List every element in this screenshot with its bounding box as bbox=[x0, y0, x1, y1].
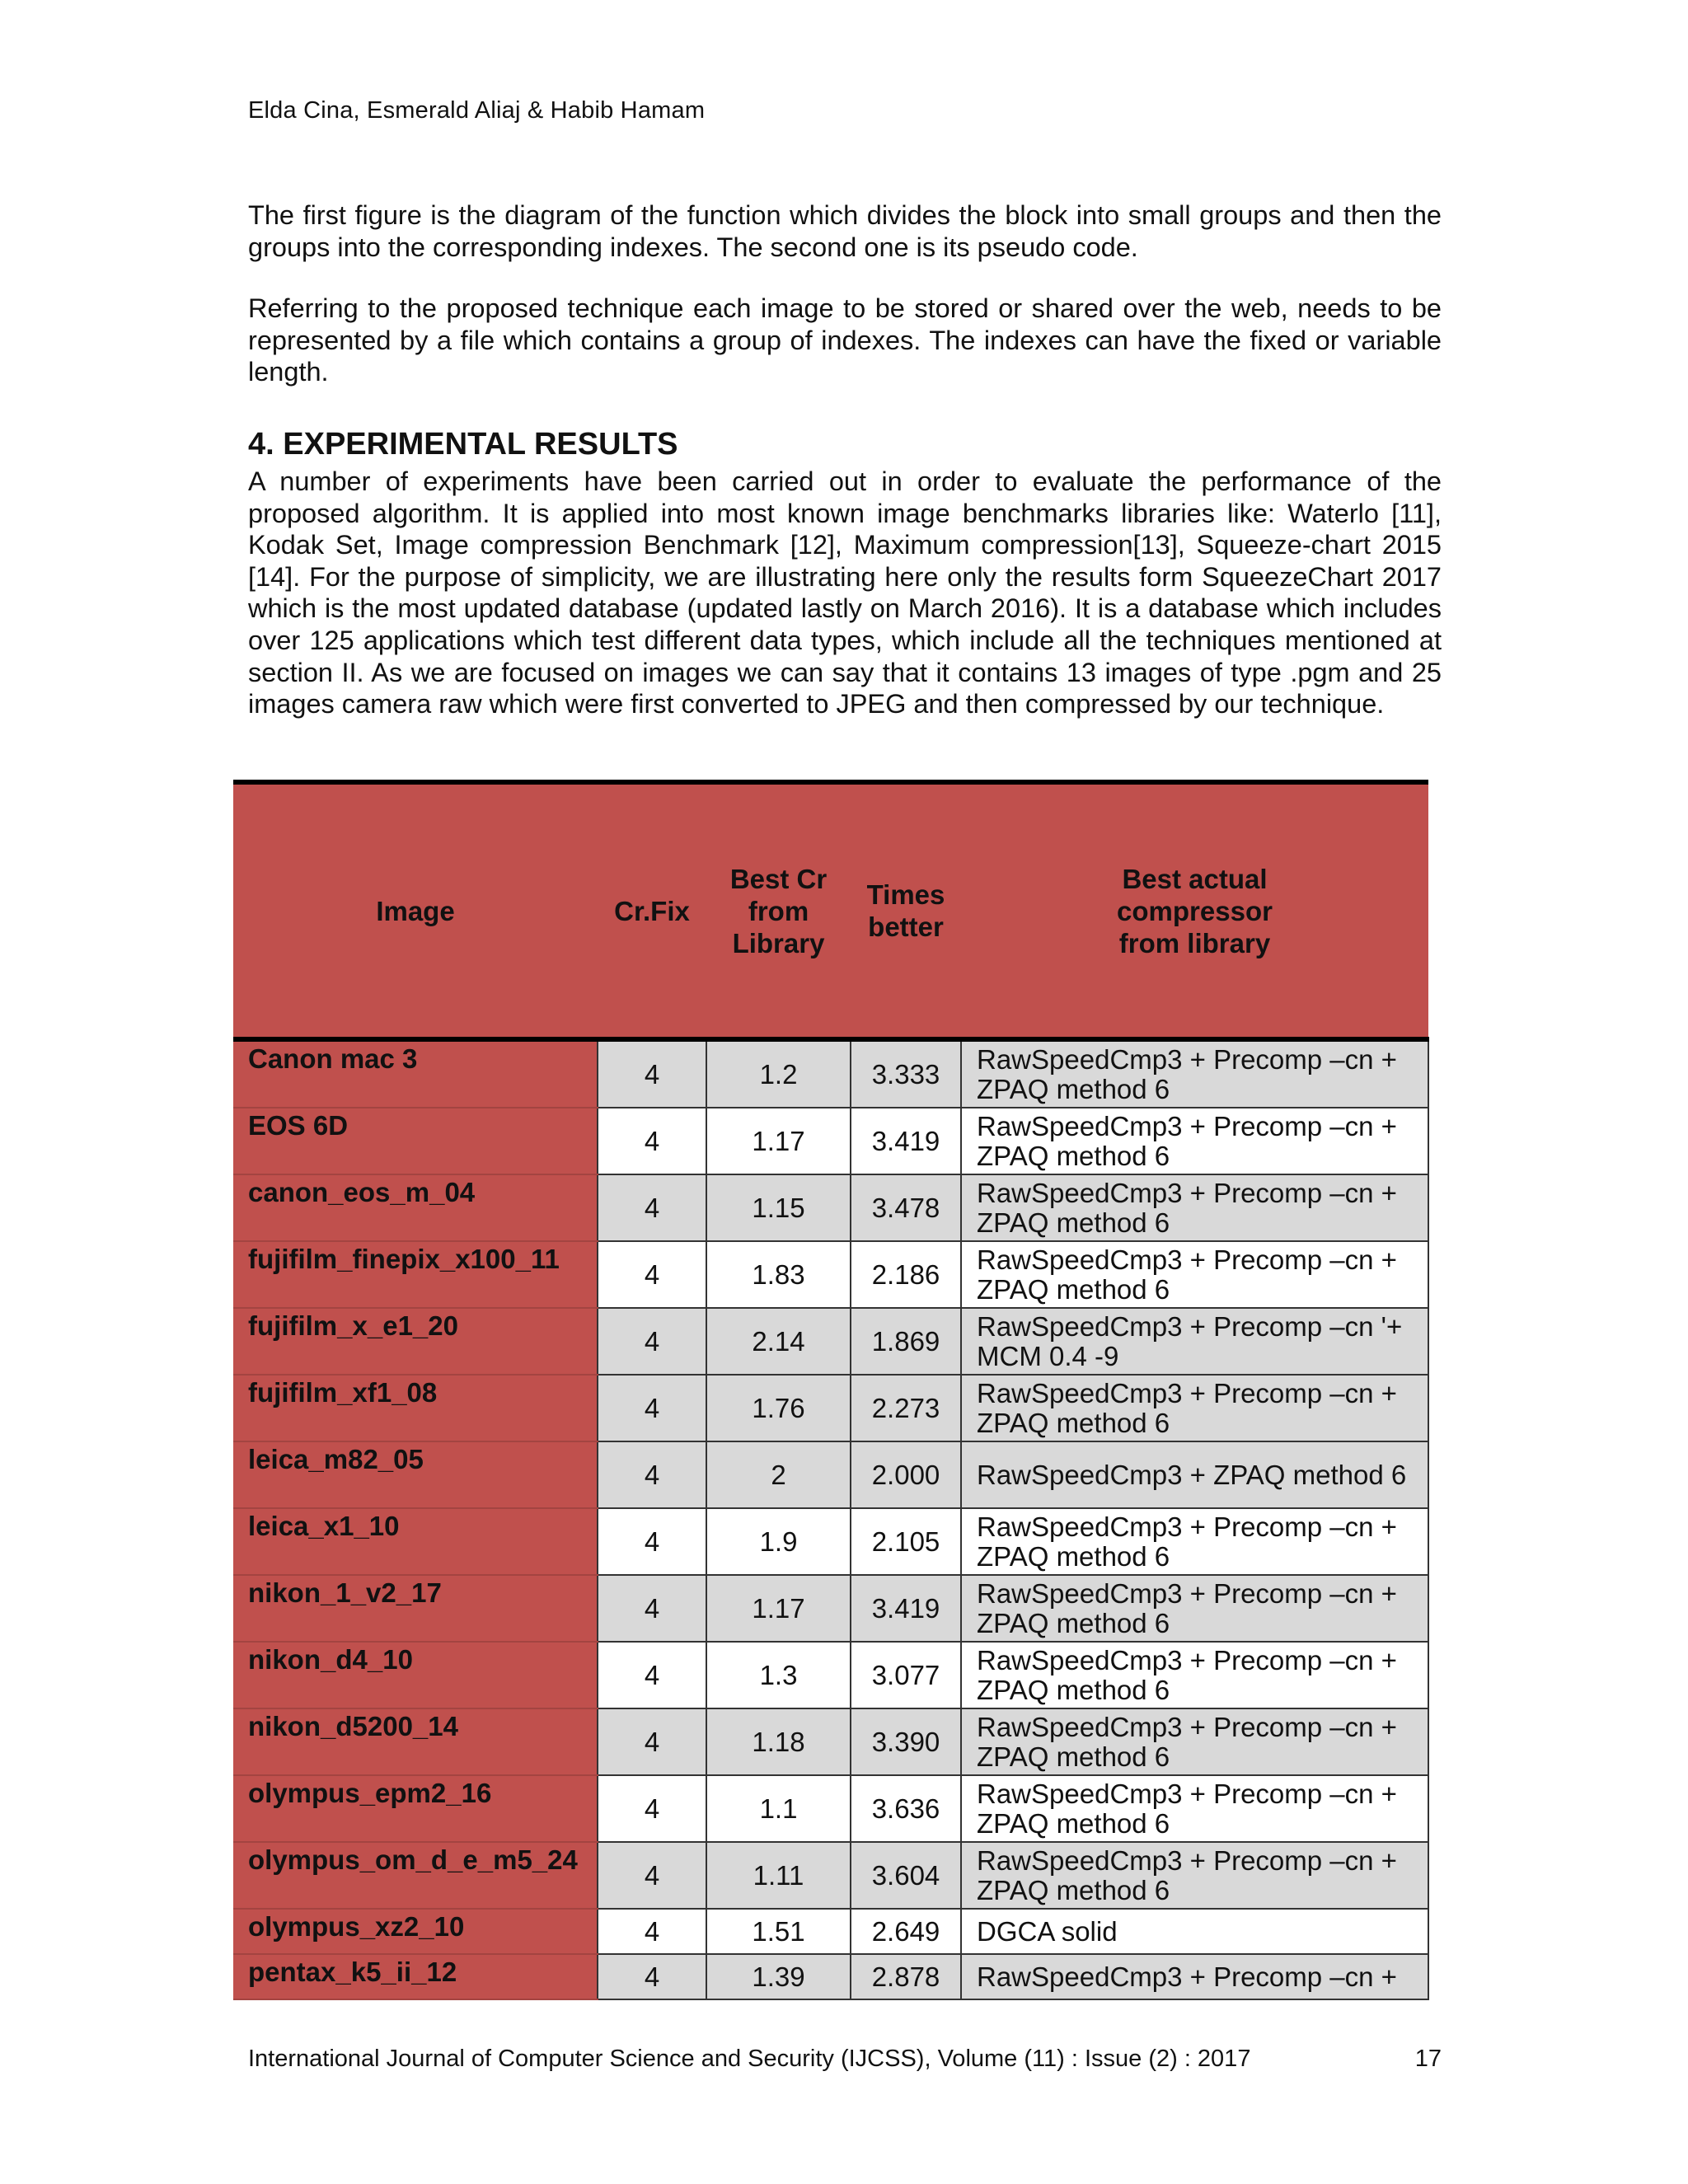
table-row bbox=[233, 1039, 1428, 1108]
cell-times-better: 3.478 bbox=[851, 1174, 961, 1241]
running-head: Elda Cina, Esmerald Aliaj & Habib Hamam bbox=[248, 97, 706, 124]
table-row bbox=[233, 1174, 1428, 1241]
cell-crfix: 4 bbox=[598, 1039, 706, 1108]
cell-best-cr: 1.1 bbox=[706, 1775, 851, 1842]
cell-crfix: 4 bbox=[598, 1708, 706, 1775]
cell-image-name: leica_m82_05 bbox=[233, 1441, 598, 1508]
cell-crfix: 4 bbox=[598, 1842, 706, 1909]
cell-image-name: canon_eos_m_04 bbox=[233, 1174, 598, 1241]
header-best-compressor: Best actual compressor from library bbox=[961, 782, 1428, 1039]
cell-best-compressor: RawSpeedCmp3 + Precomp –cn + bbox=[961, 1954, 1428, 1999]
cell-best-cr: 1.17 bbox=[706, 1575, 851, 1642]
cell-image-name: fujifilm_finepix_x100_11 bbox=[233, 1241, 598, 1308]
cell-best-compressor: RawSpeedCmp3 + Precomp –cn + ZPAQ method 6 bbox=[961, 1642, 1428, 1708]
cell-best-compressor: RawSpeedCmp3 + Precomp –cn + ZPAQ method 6 bbox=[961, 1775, 1428, 1842]
page-number: 17 bbox=[1414, 2046, 1442, 2072]
cell-times-better: 3.419 bbox=[851, 1575, 961, 1642]
cell-best-compressor: RawSpeedCmp3 + Precomp –cn + ZPAQ method 6 bbox=[961, 1508, 1428, 1575]
cell-crfix: 4 bbox=[598, 1241, 706, 1308]
table-row bbox=[233, 1954, 1428, 1999]
cell-image-name: nikon_d4_10 bbox=[233, 1642, 598, 1708]
cell-crfix: 4 bbox=[598, 1954, 706, 1999]
header-image: Image bbox=[233, 782, 598, 1039]
cell-times-better: 3.077 bbox=[851, 1642, 961, 1708]
cell-times-better: 2.000 bbox=[851, 1441, 961, 1508]
cell-best-compressor: DGCA solid bbox=[961, 1909, 1428, 1954]
cell-crfix: 4 bbox=[598, 1642, 706, 1708]
cell-image-name: pentax_k5_ii_12 bbox=[233, 1954, 598, 1999]
table-body bbox=[233, 1039, 1428, 1999]
results-table bbox=[233, 780, 1429, 2000]
cell-best-compressor: RawSpeedCmp3 + Precomp –cn + ZPAQ method 6 bbox=[961, 1708, 1428, 1775]
header-best-cr: Best Cr from Library bbox=[706, 782, 851, 1039]
cell-times-better: 3.604 bbox=[851, 1842, 961, 1909]
cell-image-name: leica_x1_10 bbox=[233, 1508, 598, 1575]
table-row bbox=[233, 1108, 1428, 1174]
cell-image-name: Canon mac 3 bbox=[233, 1039, 598, 1108]
header-crfix: Cr.Fix bbox=[598, 782, 706, 1039]
cell-times-better: 2.186 bbox=[851, 1241, 961, 1308]
cell-crfix: 4 bbox=[598, 1441, 706, 1508]
table-row bbox=[233, 1575, 1428, 1642]
cell-best-cr: 1.76 bbox=[706, 1375, 851, 1441]
paragraph-intro: The first figure is the diagram of the function which divides the block into small groups and then the groups into the corresponding indexes. The second one is its pseudo code. bbox=[248, 200, 1442, 262]
cell-best-cr: 1.15 bbox=[706, 1174, 851, 1241]
cell-image-name: olympus_xz2_10 bbox=[233, 1909, 598, 1954]
cell-best-compressor: RawSpeedCmp3 + Precomp –cn + ZPAQ method 6 bbox=[961, 1575, 1428, 1642]
cell-best-cr: 2.14 bbox=[706, 1308, 851, 1375]
cell-times-better: 2.878 bbox=[851, 1954, 961, 1999]
paragraph-technique: Referring to the proposed technique each image to be stored or shared over the web, needs to be represented by a file which contains a group of indexes. The indexes can have the fixed or variable length. bbox=[248, 293, 1442, 387]
cell-crfix: 4 bbox=[598, 1375, 706, 1441]
header-times-better: Times better bbox=[851, 782, 961, 1039]
cell-image-name: fujifilm_xf1_08 bbox=[233, 1375, 598, 1441]
table-row bbox=[233, 1642, 1428, 1708]
table-row bbox=[233, 1708, 1428, 1775]
cell-best-cr: 1.83 bbox=[706, 1241, 851, 1308]
cell-crfix: 4 bbox=[598, 1575, 706, 1642]
cell-times-better: 3.333 bbox=[851, 1039, 961, 1108]
journal-citation: International Journal of Computer Science and Security (IJCSS), Volume (11) : Issue (2) : 2017 bbox=[248, 2046, 1251, 2072]
cell-best-compressor: RawSpeedCmp3 + Precomp –cn '+ MCM 0.4 -9 bbox=[961, 1308, 1428, 1375]
table-row bbox=[233, 1308, 1428, 1375]
cell-best-cr: 1.39 bbox=[706, 1954, 851, 1999]
table-row bbox=[233, 1775, 1428, 1842]
table-row bbox=[233, 1375, 1428, 1441]
cell-image-name: olympus_epm2_16 bbox=[233, 1775, 598, 1842]
results-table-container bbox=[233, 780, 1428, 2000]
cell-crfix: 4 bbox=[598, 1174, 706, 1241]
cell-best-cr: 1.18 bbox=[706, 1708, 851, 1775]
table-header bbox=[233, 782, 1428, 1039]
cell-best-cr: 1.9 bbox=[706, 1508, 851, 1575]
cell-crfix: 4 bbox=[598, 1108, 706, 1174]
cell-best-compressor: RawSpeedCmp3 + ZPAQ method 6 bbox=[961, 1441, 1428, 1508]
cell-best-compressor: RawSpeedCmp3 + Precomp –cn + ZPAQ method 6 bbox=[961, 1241, 1428, 1308]
cell-best-cr: 1.11 bbox=[706, 1842, 851, 1909]
cell-times-better: 3.390 bbox=[851, 1708, 961, 1775]
cell-times-better: 3.636 bbox=[851, 1775, 961, 1842]
cell-best-cr: 2 bbox=[706, 1441, 851, 1508]
table-row bbox=[233, 1909, 1428, 1954]
cell-times-better: 1.869 bbox=[851, 1308, 961, 1375]
cell-best-compressor: RawSpeedCmp3 + Precomp –cn + ZPAQ method 6 bbox=[961, 1108, 1428, 1174]
table-row bbox=[233, 1508, 1428, 1575]
table-row bbox=[233, 1241, 1428, 1308]
cell-best-compressor: RawSpeedCmp3 + Precomp –cn + ZPAQ method 6 bbox=[961, 1842, 1428, 1909]
cell-times-better: 3.419 bbox=[851, 1108, 961, 1174]
paragraph-experiments: A number of experiments have been carried out in order to evaluate the performance of the proposed algorithm. It is applied into most known image benchmarks libraries like: Waterlo [11], Kodak Set, Image compression Benchmark [12], Maximum compression[13], Squeeze-chart 2015 [14]. For the purpose of simplicity, we are illustrating here only the results form SqueezeChart 2017 which is the most updated database (updated lastly on March 2016). It is a database which includes over 125 applications which test different data types, which include all the techniques mentioned at section II. As we are focused on images we can say that it contains 13 images of type .pgm and 25 images camera raw which were first converted to JPEG and then compressed by our technique. bbox=[248, 466, 1442, 719]
cell-best-compressor: RawSpeedCmp3 + Precomp –cn + ZPAQ method 6 bbox=[961, 1039, 1428, 1108]
cell-image-name: fujifilm_x_e1_20 bbox=[233, 1308, 598, 1375]
cell-best-cr: 1.3 bbox=[706, 1642, 851, 1708]
cell-best-cr: 1.17 bbox=[706, 1108, 851, 1174]
cell-crfix: 4 bbox=[598, 1909, 706, 1954]
page-footer bbox=[248, 2046, 1442, 2073]
cell-best-cr: 1.2 bbox=[706, 1039, 851, 1108]
cell-times-better: 2.105 bbox=[851, 1508, 961, 1575]
cell-crfix: 4 bbox=[598, 1775, 706, 1842]
cell-best-compressor: RawSpeedCmp3 + Precomp –cn + ZPAQ method 6 bbox=[961, 1174, 1428, 1241]
cell-times-better: 2.273 bbox=[851, 1375, 961, 1441]
cell-crfix: 4 bbox=[598, 1308, 706, 1375]
cell-image-name: EOS 6D bbox=[233, 1108, 598, 1174]
table-row bbox=[233, 1842, 1428, 1909]
section-heading: 4. EXPERIMENTAL RESULTS bbox=[248, 427, 678, 462]
cell-times-better: 2.649 bbox=[851, 1909, 961, 1954]
cell-image-name: olympus_om_d_e_m5_24 bbox=[233, 1842, 598, 1909]
table-row bbox=[233, 1441, 1428, 1508]
cell-image-name: nikon_d5200_14 bbox=[233, 1708, 598, 1775]
cell-image-name: nikon_1_v2_17 bbox=[233, 1575, 598, 1642]
cell-best-compressor: RawSpeedCmp3 + Precomp –cn + ZPAQ method 6 bbox=[961, 1375, 1428, 1441]
cell-crfix: 4 bbox=[598, 1508, 706, 1575]
cell-best-cr: 1.51 bbox=[706, 1909, 851, 1954]
